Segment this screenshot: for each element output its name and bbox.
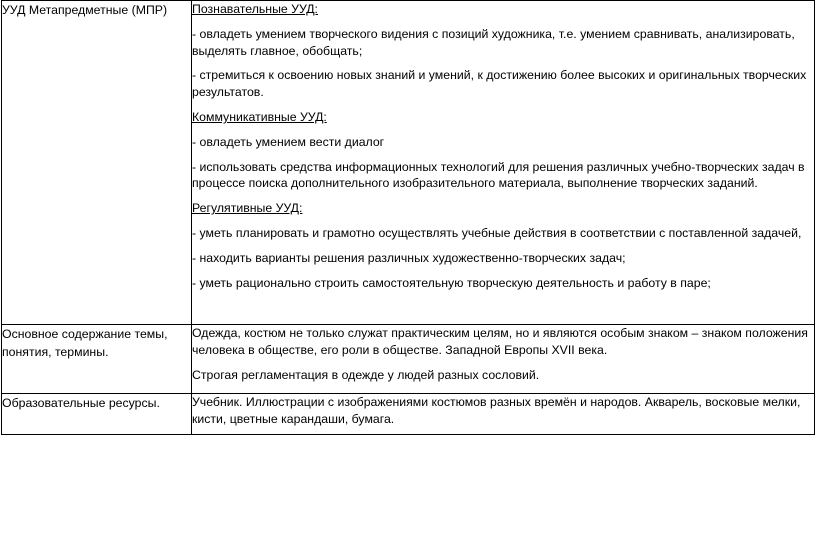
section-heading-communicative: Коммуникативные УУД: — [192, 109, 327, 124]
paragraph-text: - находить варианты решения различных художественно-творческих задач; — [192, 250, 626, 265]
paragraph-text: - овладеть умением вести диалог — [192, 134, 385, 149]
paragraph-text: Одежда, костюм не только служат практическим целям, но и являются особым знаком – знаком положения человека в обществе, его роли в обществе. Западной Европы XVII века. — [192, 326, 808, 357]
row-label-resources: Образовательные ресурсы. — [2, 394, 192, 435]
paragraph-text: - использовать средства информационных технологий для решения различных учебно-творческих задач в процессе поиска дополнительного изобразительного материала, выполнение творческих заданий. — [192, 159, 805, 191]
table-row-resources — [2, 394, 815, 435]
section-heading-cognitive: Познавательные УУД: — [192, 2, 318, 16]
paragraph-text: Учебник. Иллюстрации с изображениями костюмов разных времён и народов. Акварель, восковые мелки, кисти, цветные карандаши, бумага. — [192, 395, 801, 426]
section-heading-regulative: Регулятивные УУД: — [192, 201, 303, 216]
row-label-content: Основное содержание темы, понятия, термины. — [2, 325, 192, 394]
table-row-uud — [2, 1, 815, 325]
row-content-content — [192, 325, 815, 394]
paragraph-text: - овладеть умением творческого видения с позиций художника, т.е. умением сравнивать, анализировать, выделять главное, обобщать; — [192, 26, 795, 58]
paragraph-text: - уметь рационально строить самостоятельную творческую деятельность и работу в паре; — [192, 275, 711, 290]
row-label-uud: УУД Метапредметные (МПР) — [2, 1, 192, 325]
row-content-uud — [192, 1, 815, 325]
document-table — [1, 0, 815, 435]
paragraph-text: - уметь планировать и грамотно осуществлять учебные действия в соответствии с поставленной задачей, — [192, 225, 802, 240]
paragraph-text: Строгая регламентация в одежде у людей разных сословий. — [192, 368, 540, 382]
paragraph-text: - стремиться к освоению новых знаний и умений, к достижению более высоких и оригинальных творческих результатов. — [192, 68, 807, 100]
table-row-content — [2, 325, 815, 394]
row-content-resources — [192, 394, 815, 435]
